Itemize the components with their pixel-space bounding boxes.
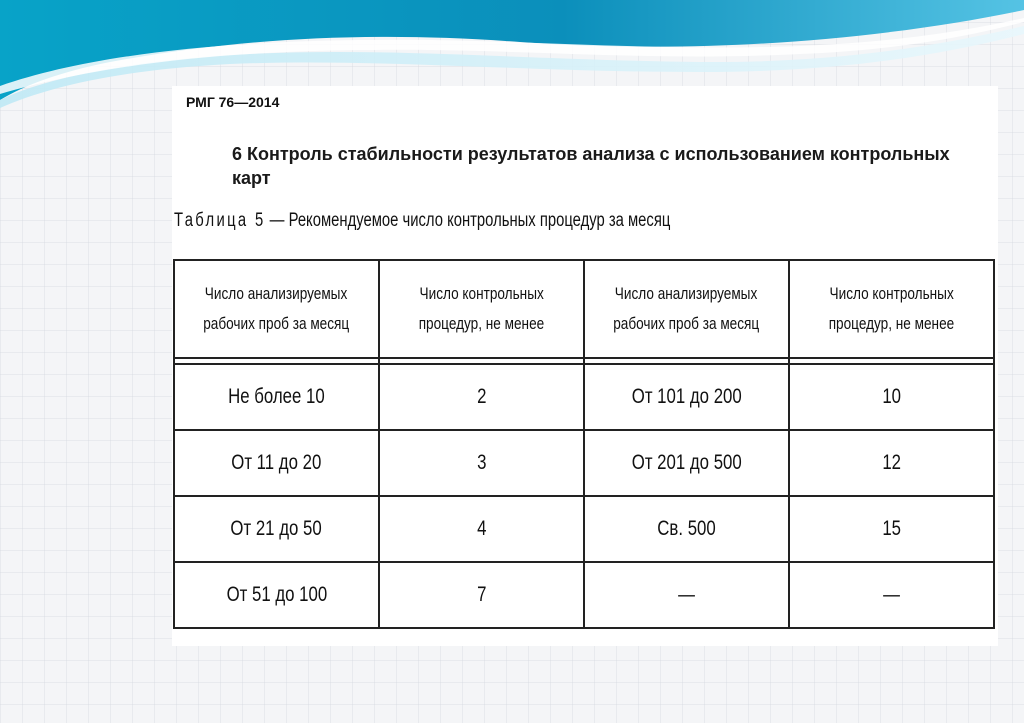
header-cell: Число анализируемых рабочих проб за месяц xyxy=(584,260,789,358)
table-cell: От 11 до 20 xyxy=(174,430,379,496)
table-cell: — xyxy=(584,562,789,628)
table-cell: От 101 до 200 xyxy=(584,364,789,430)
scanned-document xyxy=(172,86,998,646)
section-title: 6 Контроль стабильности результатов анализа с использованием контрольных карт xyxy=(232,144,950,188)
procedures-table xyxy=(173,259,995,629)
table-row xyxy=(174,430,994,496)
table-cell: От 201 до 500 xyxy=(584,430,789,496)
table-cell: — xyxy=(789,562,994,628)
table-cell: 12 xyxy=(789,430,994,496)
table-caption xyxy=(174,210,670,232)
header-cell: Число анализируемых рабочих проб за месяц xyxy=(174,260,379,358)
header-cell: Число контрольных процедур, не менее xyxy=(789,260,994,358)
table-cell: Не более 10 xyxy=(174,364,379,430)
table-caption-prefix: Таблица 5 xyxy=(174,210,266,231)
header-cell: Число контрольных процедур, не менее xyxy=(379,260,584,358)
document-code: РМГ 76—2014 xyxy=(186,94,280,110)
table-cell: 10 xyxy=(789,364,994,430)
table-cell: 7 xyxy=(379,562,584,628)
table-cell: Св. 500 xyxy=(584,496,789,562)
table-caption-text: — Рекомендуемое число контрольных процедур за месяц xyxy=(265,210,671,231)
table-cell: 3 xyxy=(379,430,584,496)
table-row xyxy=(174,562,994,628)
table-row xyxy=(174,496,994,562)
table-header-row xyxy=(174,260,994,358)
table-cell: 2 xyxy=(379,364,584,430)
table-row xyxy=(174,364,994,430)
table-cell: От 21 до 50 xyxy=(174,496,379,562)
table-cell: 4 xyxy=(379,496,584,562)
table-cell: От 51 до 100 xyxy=(174,562,379,628)
table-cell: 15 xyxy=(789,496,994,562)
